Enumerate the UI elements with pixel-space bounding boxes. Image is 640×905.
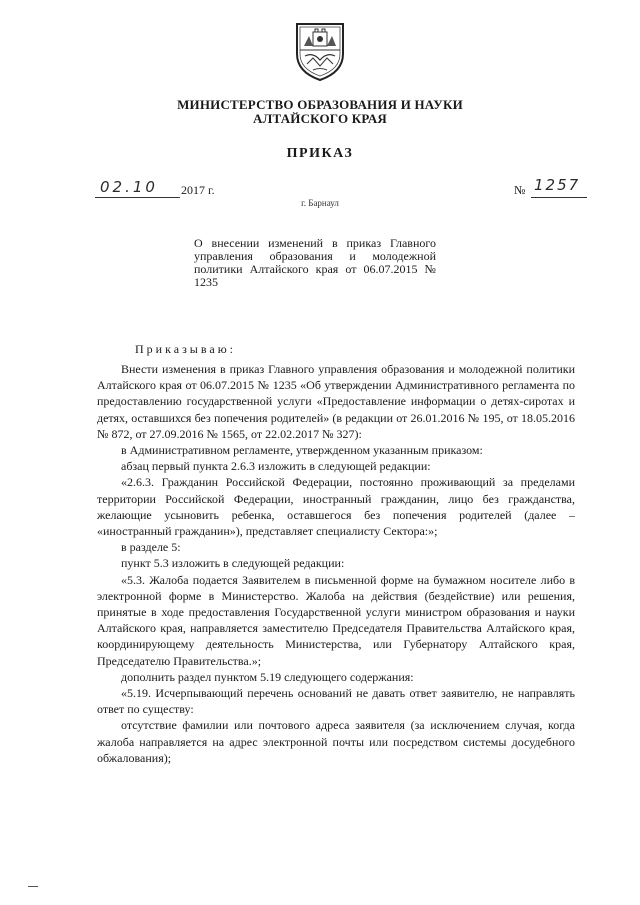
- paragraph: Внести изменения в приказ Главного управления образования и молодежной политики Алтайского края от 06.07.2015 № 1235 «Об утверждении Административного регламента по предоставлению государственной услуги «Предоставление информации о детях-сиротах и детях, оставшихся без попечения родителей» (в редакции от 26.01.2016 № 195, от 18.05.2016 № 872, от 27.09.2016 № 1565, от 22.02.2017 № 327):: [97, 362, 575, 441]
- paragraph: в разделе 5:: [121, 540, 181, 555]
- paragraph: «2.6.3. Гражданин Российской Федерации, постоянно проживающий за пределами территории Российской Федерации, иностранный гражданин, лицо без гражданства, желающие усыновить ребенка, оставшегося без попечения родителей (далее – «иностранный гражданин»), представляет специалисту Сектора:»;: [97, 475, 575, 539]
- date-year: 2017 г.: [181, 183, 215, 197]
- document-body: [97, 361, 575, 766]
- handwritten-number: 1257: [534, 176, 581, 194]
- paragraph: отсутствие фамилии или почтового адреса заявителя (за исключением случая, когда жалоба направляется на адрес электронной почты или посредством системы досудебного обжалования);: [97, 718, 575, 765]
- handwritten-date: 02.10: [100, 178, 158, 196]
- margin-mark: [28, 886, 38, 887]
- paragraph: «5.19. Исчерпывающий перечень оснований не давать ответ заявителю, не направлять ответ по существу:: [97, 686, 575, 717]
- ministry-name-line2: АЛТАЙСКОГО КРАЯ: [253, 111, 387, 126]
- paragraph: абзац первый пункта 2.6.3 изложить в следующей редакции:: [121, 459, 431, 474]
- ministry-name-line1: МИНИСТЕРСТВО ОБРАЗОВАНИЯ И НАУКИ: [177, 97, 463, 112]
- paragraph: в Административном регламенте, утвержденном указанным приказом:: [121, 443, 483, 458]
- order-word: Приказываю:: [135, 342, 236, 356]
- coat-of-arms-emblem: [291, 20, 349, 82]
- paragraph: пункт 5.3 изложить в следующей редакции:: [121, 556, 345, 571]
- document-subject: О внесении изменений в приказ Главного управления образования и молодежной политики Алтайского края от 06.07.2015 № 1235: [194, 236, 436, 289]
- paragraph: «5.3. Жалоба подается Заявителем в письменной форме на бумажном носителе либо в электронной форме в Министерство. Жалоба на действия (бездействие) или решения, принятые в ходе предоставления Государственной услуги министром образования и науки Алтайского края, направляется заместителю Председателя Правительства Алтайского края, координирующему деятельность Министерства, или Губернатору Алтайского края, Председателю Правительства.»;: [97, 572, 575, 668]
- paragraph: дополнить раздел пунктом 5.19 следующего содержания:: [121, 669, 414, 684]
- number-sign: №: [514, 183, 526, 197]
- city-label: г. Барнаул: [301, 198, 339, 208]
- document-title: ПРИКАЗ: [286, 146, 354, 161]
